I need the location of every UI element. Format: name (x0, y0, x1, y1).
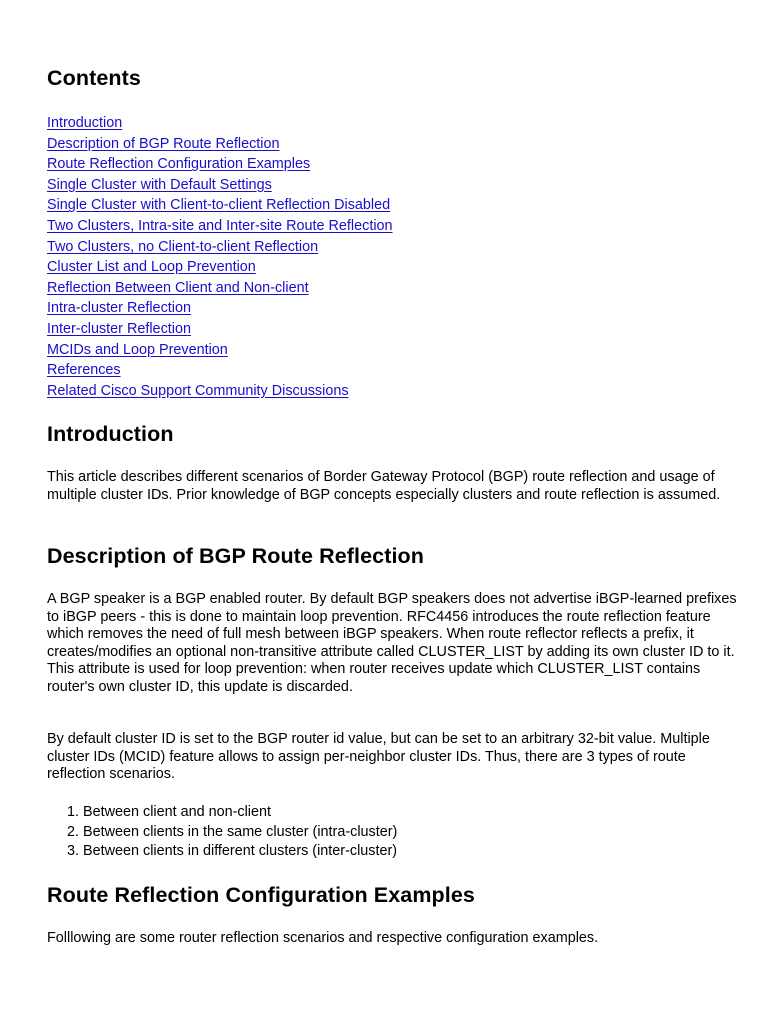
toc-link-related-discussions[interactable]: Related Cisco Support Community Discussions (47, 382, 349, 399)
toc-item (47, 154, 393, 175)
toc-link-introduction[interactable]: Introduction (47, 115, 123, 131)
description-paragraph-2: By default cluster ID is set to the BGP router id value, but can be set to an arbitrary 32-bit value. Multiple cluster IDs (MCID) feature allows to assign per-neighbor cluster IDs. Thus, there are 3 types of route reflection scenarios. (47, 731, 710, 783)
toc-item (47, 134, 393, 155)
toc-item (47, 360, 393, 381)
toc-item (47, 381, 393, 402)
toc-link-two-clusters-no-c2c[interactable]: Two Clusters, no Client-to-client Reflection (47, 238, 319, 255)
toc-link-intra-cluster[interactable]: Intra-cluster Reflection (47, 300, 191, 317)
toc-link-inter-cluster[interactable]: Inter-cluster Reflection (47, 320, 191, 337)
introduction-heading: Introduction (47, 422, 174, 446)
toc-item (47, 216, 393, 237)
list-item: 2. Between clients in the same cluster (intra-cluster) (83, 823, 397, 843)
toc-link-client-non-client[interactable]: Reflection Between Client and Non-client (47, 279, 309, 296)
toc-item (47, 195, 393, 216)
toc-link-single-cluster-disabled[interactable]: Single Cluster with Client-to-client Reflection Disabled (47, 197, 391, 214)
contents-heading: Contents (47, 66, 141, 90)
toc-item (47, 113, 393, 134)
list-item: 1. Between client and non-client (83, 803, 397, 823)
scenario-list (47, 803, 397, 862)
toc-item (47, 175, 393, 196)
config-examples-heading: Route Reflection Configuration Examples (47, 883, 475, 907)
introduction-paragraph: This article describes different scenarios of Border Gateway Protocol (BGP) route reflection and usage of multiple cluster IDs. Prior knowledge of BGP concepts especially clusters and route reflection is assumed. (47, 469, 721, 503)
toc-link-cluster-list[interactable]: Cluster List and Loop Prevention (47, 259, 256, 276)
description-heading: Description of BGP Route Reflection (47, 544, 424, 568)
toc-link-mcids[interactable]: MCIDs and Loop Prevention (47, 341, 228, 358)
toc-item (47, 340, 393, 361)
toc-link-references[interactable]: References (47, 362, 121, 379)
toc-link-single-cluster-default[interactable]: Single Cluster with Default Settings (47, 176, 272, 193)
toc-item (47, 278, 393, 299)
toc-item (47, 319, 393, 340)
toc-link-two-clusters-intra-inter[interactable]: Two Clusters, Intra-site and Inter-site Route Reflection (47, 217, 393, 234)
list-item: 3. Between clients in different clusters (inter-cluster) (83, 842, 397, 862)
table-of-contents (47, 113, 393, 401)
config-examples-paragraph: Folllowing are some router reflection scenarios and respective configuration examples. (47, 930, 599, 946)
toc-item (47, 298, 393, 319)
toc-link-config-examples[interactable]: Route Reflection Configuration Examples (47, 156, 311, 173)
toc-link-description[interactable]: Description of BGP Route Reflection (47, 135, 280, 152)
description-paragraph-1: A BGP speaker is a BGP enabled router. By default BGP speakers does not advertise iBGP-learned prefixes to iBGP peers - this is done to maintain loop prevention. RFC4456 introduces the route reflection feature which removes the need of full mesh between iBGP speakers. When route reflector reflects a prefix, it creates/modifies an optional non-transitive attribute called CLUSTER_LIST by adding its own cluster ID to it. This attribute is used for loop prevention: when router receives update which CLUSTER_LIST contains router's own cluster ID, this update is discarded. (47, 591, 737, 695)
toc-item (47, 237, 393, 258)
toc-item (47, 257, 393, 278)
